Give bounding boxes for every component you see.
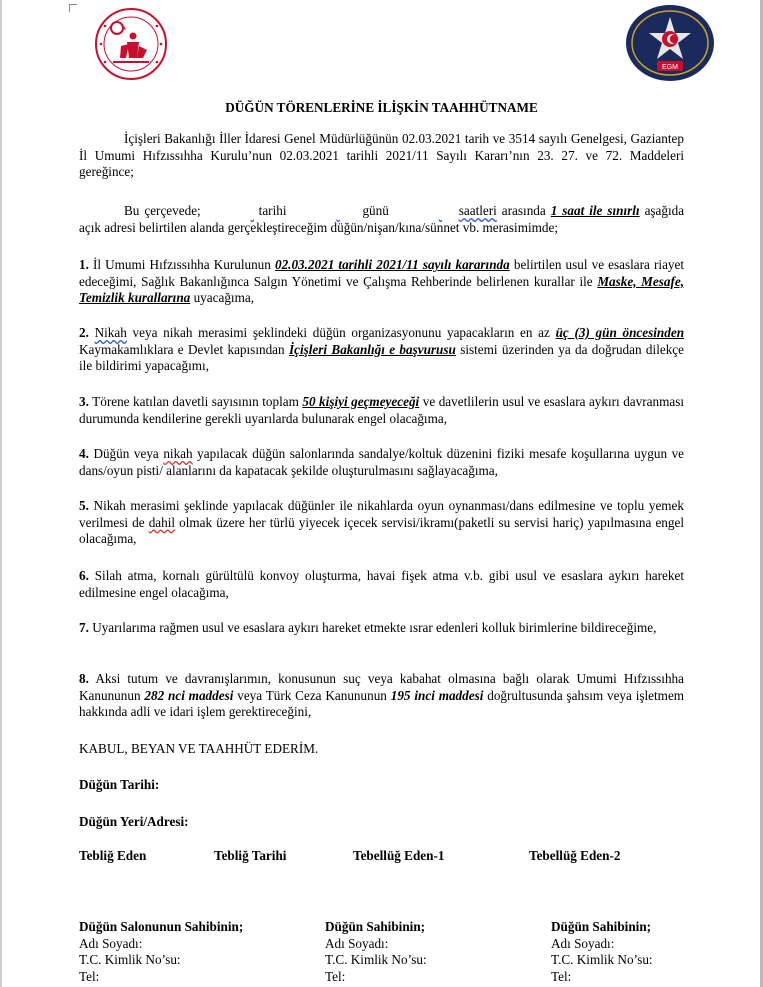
recipient-2-label: Tebellüğ Eden-2	[529, 848, 621, 863]
item-2: 2. Nikah veya nikah merasimi şeklindeki düğün organizasyonunu yapacakların en az üç (3) gün öncesinden Kaymakamlıklara e Devlet kapısından İçişleri Bakanlığı e başvurusu sistemi üzerinden ya da doğrudan dilekçe ile bildirimi yapacağımı,	[79, 325, 685, 373]
item-1: 1. İl Umumi Hıfzıssıhha Kurulunun 02.03.2021 tarihli 2021/11 sayılı kararında belirtilen usul ve esaslara riayet edeceğimi, Sağlık Bakanlığınca Salgın Yönetimi ve Çalışma Rehberinde belirlenen kurallar ile Maske, Mesafe, Temizlik kurallarına uyacağıma,	[79, 257, 685, 305]
item-6: 6. Silah atma, kornalı gürültülü konvoy oluşturma, havai fişek atma v.b. gibi usul ve esaslara aykırı hareket edilmesine engel olacağıma,	[79, 568, 684, 600]
notifier-label: Tebliğ Eden	[79, 848, 147, 863]
signature-block-wedding-owner-2: Düğün Sahibinin; Adı Soyadı: T.C. Kimlik No’su: Tel:	[551, 919, 653, 984]
notification-date-label: Tebliğ Tarihi	[214, 848, 287, 863]
day-blank	[291, 203, 357, 220]
wedding-date-label: Düğün Tarihi:	[79, 777, 160, 792]
context-paragraph: Bu çerçevede; tarihi günü saatleri arasında 1 saat ile sınırlı aşağıda açık adresi belirtilen alanda gerçekleştireceğim düğün/nişan/kına/sünnet vb. merasimimde;	[79, 203, 685, 235]
recipient-1-label: Tebellüğ Eden-1	[353, 848, 445, 863]
signature-block-wedding-owner-1: Düğün Sahibinin; Adı Soyadı: T.C. Kimlik No’su: Tel:	[325, 919, 427, 984]
item-5: 5. Nikah merasimi şeklinde yapılacak düğünler ile nikahlarda oyun oynanması/dans edilmesine ve toplu yemek verilmesi de dahil olmak üzere her türlü yiyecek içecek servisi/ikramı(paketli su servisi hariç) yapılmasına engel olacağıma,	[79, 498, 685, 546]
item-7: 7. Uyarılarıma rağmen usul ve esaslara aykırı hareket etmekte ısrar edenleri kolluk birimlerine bildireceğime,	[79, 620, 657, 635]
police-emblem-icon	[624, 3, 716, 83]
item-8: 8. Aksi tutum ve davranışlarımın, konusunun suç veya kabahat olmasına bağlı olarak Umumi Hıfzıssıhha Kanununun 282 nci maddesi veya Türk Ceza Kanununun 195 inci maddesi doğrultusunda şahsım veya işletmem hakkında adli ve idari işlem gerektireceğini,	[79, 671, 685, 719]
time-blank	[394, 203, 454, 220]
time-limit: 1 saat ile sınırlı	[550, 203, 640, 218]
page-left-edge	[0, 0, 2, 987]
document-title: DÜĞÜN TÖRENLERİNE İLİŞKİN TAAHHÜTNAME	[225, 100, 538, 115]
intro-paragraph: İçişleri Bakanlığı İller İdaresi Genel Müdürlüğünün 02.03.2021 tarih ve 3514 sayılı Genelgesi, Gaziantep İl Umumi Hıfzıssıhha Kurulu’nun 02.03.2021 tarihli 2021/11 Sayılı Kararı’nın 23. 27. ve 72. Maddeleri gereğince;	[79, 131, 684, 179]
governorship-logo-icon	[93, 6, 169, 82]
declaration: KABUL, BEYAN VE TAAHHÜT EDERİM.	[79, 741, 319, 756]
wedding-place-label: Düğün Yeri/Adresi:	[79, 814, 189, 829]
item-3: 3. Törene katılan davetli sayısının toplam 50 kişiyi geçmeyeceği ve davetlilerin usul ve esaslara aykırı davranması durumunda kendilerine gerekli uyarılarda bulunarak engel olacağıma,	[79, 394, 684, 426]
emblem-badge-text: EGM	[662, 64, 678, 71]
signature-block-hall-owner: Düğün Salonunun Sahibinin; Adı Soyadı: T.C. Kimlik No’su: Tel:	[79, 919, 244, 984]
margin-corner-mark	[69, 4, 77, 12]
date-blank	[206, 203, 254, 220]
item-4: 4. Düğün veya nikah yapılacak düğün salonlarında sandalye/koltuk düzenini fiziki mesafe koşullarına uygun ve dans/oyun pisti/ alanlarını da kapatacak şekilde oluşturulmasını sağlayacağıma,	[79, 446, 685, 478]
